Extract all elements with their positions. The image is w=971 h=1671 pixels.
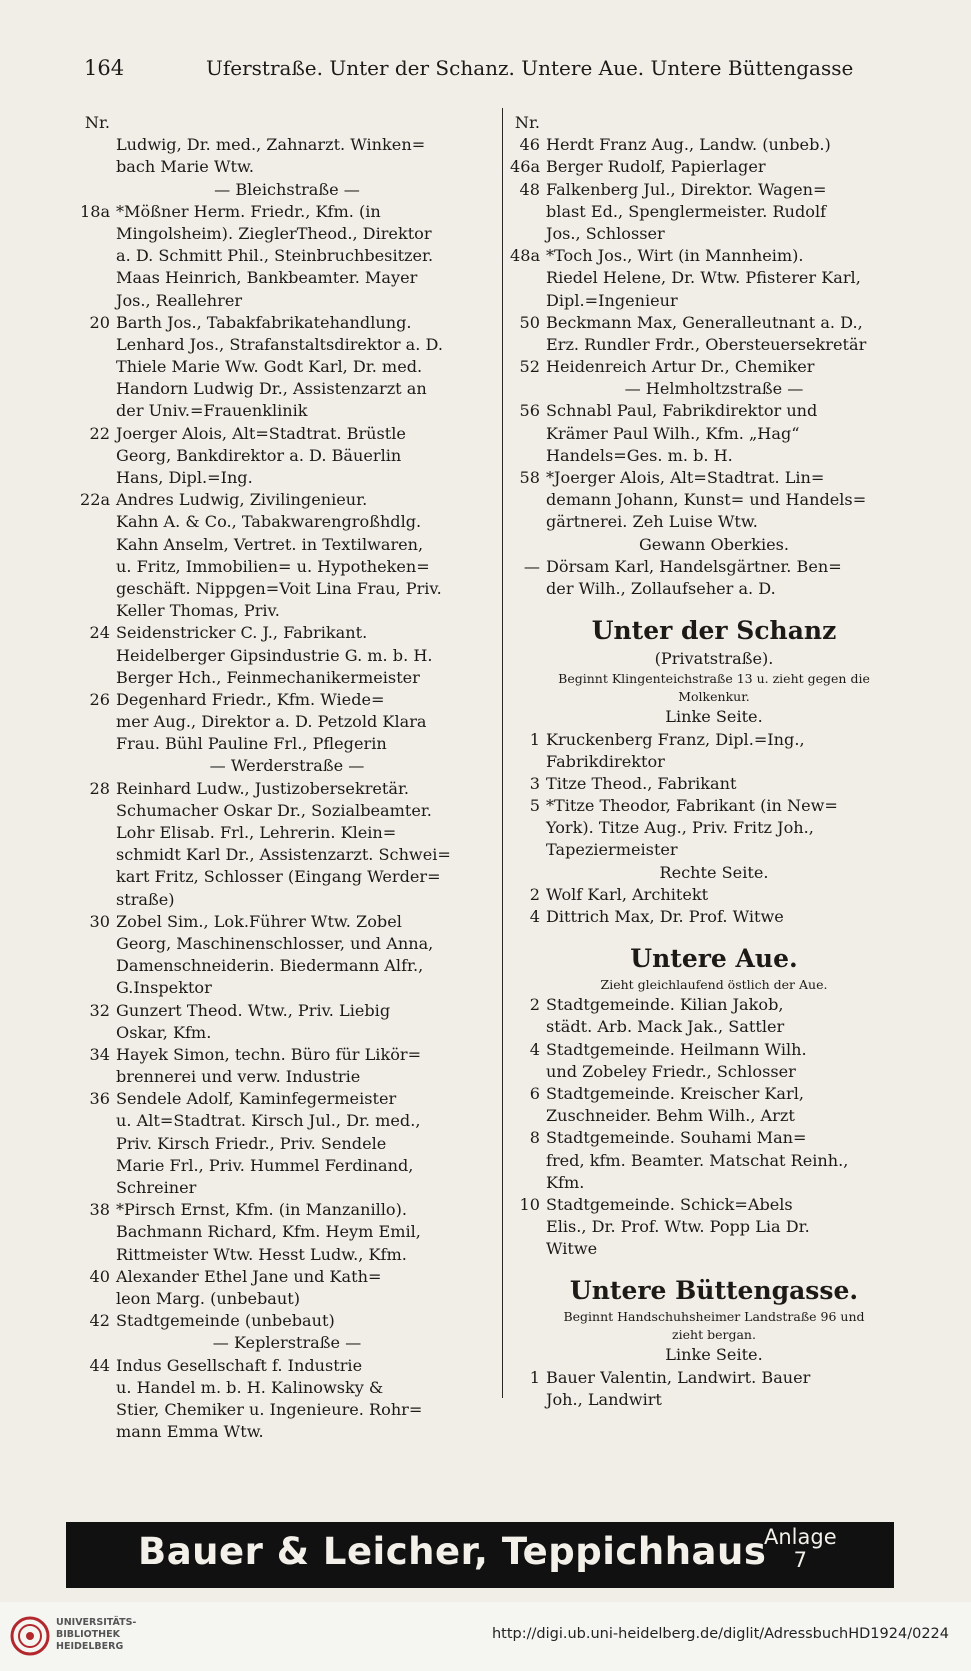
directory-entry [80,1421,494,1443]
entry-text: *Mößner Herm. Friedr., Kfm. (in [116,201,381,221]
entry-text: Kahn A. & Co., Tabakwarengroßhdlg. [116,512,422,532]
page-header [84,52,854,92]
directory-entry [80,1310,494,1332]
entry-text: Jos., Schlosser [546,223,665,243]
entry-text: blast Ed., Spenglermeister. Rudolf [546,201,827,221]
house-number: 50 [519,312,540,332]
section-heading: Untere Aue. [630,944,798,974]
entry-text: u. Fritz, Immobilien= u. Hypotheken= [116,556,430,576]
section-description: Molkenkur. [678,689,750,705]
section-description: zieht bergan. [672,1327,756,1343]
directory-entry [80,866,494,888]
section-heading: Unter der Schanz [591,616,837,646]
directory-entry [510,511,918,533]
entry-text: Tapeziermeister [546,840,678,860]
house-number: 30 [89,911,110,931]
entry-text: Krämer Paul Wilh., Kfm. „Hag“ [546,423,800,443]
advertisement-banner [66,1522,894,1588]
directory-entry [80,778,494,800]
entry-text: *Titze Theodor, Fabrikant (in New= [546,796,838,816]
directory-entry [80,1221,494,1243]
house-number: 22 [89,423,110,443]
house-number: 38 [89,1200,110,1220]
directory-entry [510,290,918,312]
house-number: 46a [510,157,541,177]
directory-entry [80,600,494,622]
entry-text: Erz. Rundler Frdr., Obersteuersekretär [546,334,867,354]
directory-entry [80,400,494,422]
house-number: 1 [529,1367,540,1387]
directory-entry [510,1061,918,1083]
directory-entry [510,445,918,467]
directory-entry [80,689,494,711]
entry-text: Fabrikdirektor [546,751,665,771]
directory-entry [80,356,494,378]
entry-text: Elis., Dr. Prof. Wtw. Popp Lia Dr. [546,1217,810,1237]
entry-text: Hayek Simon, techn. Büro für Likör= [116,1044,422,1064]
directory-entry [510,839,918,861]
directory-entry [80,1000,494,1022]
directory-entry [510,134,918,156]
directory-entry [510,467,918,489]
entry-text: Schreiner [116,1178,197,1197]
entry-text: Barth Jos., Tabakfabrikatehandlung. [116,312,412,332]
directory-entry [80,1066,494,1088]
house-number: — [523,556,540,576]
entry-text: und Zobeley Friedr., Schlosser [546,1061,796,1081]
entry-text: *Toch Jos., Wirt (in Mannheim). [546,246,804,266]
entry-text: Lohr Elisab. Frl., Lehrerin. Klein= [116,823,397,842]
house-number: 1 [529,729,540,749]
directory-entry [80,800,494,822]
entry-text: Beckmann Max, Generalleutnant a. D., [546,312,863,332]
house-number: 36 [89,1089,110,1109]
entry-text: Zuschneider. Behm Wilh., Arzt [546,1106,795,1126]
entry-text: Gunzert Theod. Wtw., Priv. Liebig [116,1000,391,1020]
directory-entry [80,378,494,400]
directory-entry [80,511,494,533]
directory-entry [510,578,918,600]
entry-text: Schumacher Oskar Dr., Sozialbeamter. [116,800,432,820]
column-divider [502,108,503,1398]
entry-text: Titze Theod., Fabrikant [546,773,737,793]
directory-entry [510,729,918,751]
directory-entry [80,1022,494,1044]
directory-entry [510,751,918,773]
directory-entry [80,667,494,689]
cross-street-marker: Gewann Oberkies. [638,534,790,554]
entry-text: Riedel Helene, Dr. Wtw. Pfisterer Karl, [546,268,861,288]
footer [0,1602,971,1671]
entry-text: Kahn Anselm, Vertret. in Textilwaren, [116,534,424,554]
directory-entry [510,1105,918,1127]
entry-text: Falkenberg Jul., Direktor. Wagen= [546,179,827,199]
entry-text: Marie Frl., Priv. Hummel Ferdinand, [116,1155,414,1175]
directory-entry [510,1194,918,1216]
entry-text: Stadtgemeinde. Schick=Abels [546,1194,793,1214]
entry-text: Kfm. [546,1172,585,1192]
entry-text: a. D. Schmitt Phil., Steinbruchbesitzer. [116,246,434,266]
house-number: 24 [89,623,110,643]
entry-text: Handels=Ges. m. b. H. [546,445,733,465]
entry-text: Schnabl Paul, Fabrikdirektor und [546,401,818,421]
directory-entry [80,1044,494,1066]
directory-entry [510,1389,918,1411]
entry-text: Berger Rudolf, Papierlager [546,157,766,177]
directory-entry [510,179,918,201]
entry-text: der Univ.=Frauenklinik [116,401,308,421]
entry-text: Berger Hch., Feinmechanikermeister [116,667,420,687]
directory-entry [510,994,918,1016]
directory-entry [80,489,494,511]
directory-entry [510,489,918,511]
house-number: 48 [519,179,540,199]
banner-text: Bauer & Leicher, Teppichhaus [138,1530,767,1573]
directory-entry [510,773,918,795]
entry-text: kart Fritz, Schlosser (Eingang Werder= [116,867,441,887]
entry-text: fred, kfm. Beamter. Matschat Reinh., [546,1150,849,1170]
entry-text: Wolf Karl, Architekt [546,884,709,904]
entry-text: Degenhard Friedr., Kfm. Wiede= [116,689,385,709]
house-number: Nr. [84,113,110,132]
entry-text: der Wilh., Zollaufseher a. D. [546,578,776,598]
cross-street-marker: — Werderstraße — [209,756,365,776]
directory-entry [510,201,918,223]
entry-text: Kruckenberg Franz, Dipl.=Ing., [546,729,805,749]
entry-text: Stadtgemeinde (unbebaut) [116,1311,335,1331]
entry-text: Andres Ludwig, Zivilingenieur. [116,490,368,510]
directory-entry [80,223,494,245]
directory-entry [80,245,494,267]
entry-text: G.Inspektor [116,978,212,998]
directory-entry [510,795,918,817]
house-number: 2 [529,884,540,904]
entry-text: Georg, Maschinenschlosser, und Anna, [116,933,434,953]
directory-entry [510,884,918,906]
right-column [510,112,918,1411]
entry-text: gärtnerei. Zeh Luise Wtw. [546,512,758,532]
left-column [80,112,494,1443]
entry-text: Witwe [546,1239,598,1259]
entry-text: Stadtgemeinde. Kreischer Karl, [546,1083,804,1103]
entry-text: u. Alt=Stadtrat. Kirsch Jul., Dr. med., [116,1111,421,1131]
library-seal-icon [10,1616,50,1656]
entry-text: Alexander Ethel Jane und Kath= [116,1266,382,1286]
library-name: UNIVERSITÄTS- BIBLIOTHEK HEIDELBERG [56,1617,137,1652]
entry-text: brennerei und verw. Industrie [116,1067,361,1087]
entry-text: mer Aug., Direktor a. D. Petzold Klara [116,712,427,732]
entry-text: geschäft. Nippgen=Voit Lina Frau, Priv. [116,578,442,598]
entry-text: Stadtgemeinde. Kilian Jakob, [546,995,784,1015]
directory-entry [510,1216,918,1238]
house-number: 8 [529,1128,540,1148]
section-description: Beginnt Klingenteichstraße 13 u. zieht gegen die [558,671,870,687]
annex-label: Anlage [764,1525,837,1549]
directory-entry [80,1355,494,1377]
entry-text: bach Marie Wtw. [116,157,254,177]
directory-entry [510,223,918,245]
directory-entry [80,1133,494,1155]
directory-entry [510,423,918,445]
house-number: 4 [529,1039,540,1059]
directory-entry [80,1177,494,1199]
directory-entry [80,534,494,556]
house-number: 52 [519,357,540,377]
directory-entry [80,267,494,289]
entry-text: u. Handel m. b. H. Kalinowsky & [116,1377,384,1397]
directory-entry [80,844,494,866]
source-url-link[interactable]: http://digi.ub.uni-heidelberg.de/diglit/AdressbuchHD1924/0224 [491,1626,949,1642]
directory-entry [80,312,494,334]
directory-entry [80,911,494,933]
entry-text: Handorn Ludwig Dr., Assistenzarzt an [116,379,427,399]
section-description: Zieht gleichlaufend östlich der Aue. [600,977,828,993]
section-heading: Untere Büttengasse. [569,1276,859,1306]
directory-entry [80,578,494,600]
entry-text: mann Emma Wtw. [116,1422,264,1442]
entry-text: schmidt Karl Dr., Assistenzarzt. Schwei= [116,845,451,865]
directory-entry [80,445,494,467]
entry-text: städt. Arb. Mack Jak., Sattler [546,1017,785,1037]
cross-street-marker: Rechte Seite. [659,862,769,882]
directory-entry [80,889,494,911]
directory-entry [510,312,918,334]
house-number: Nr. [514,113,540,132]
directory-entry [80,1088,494,1110]
section-description: Beginnt Handschuhsheimer Landstraße 96 und [563,1309,865,1325]
entry-text: Bachmann Richard, Kfm. Heym Emil, [116,1222,421,1242]
house-number: 44 [89,1355,110,1375]
entry-text: Heidelberger Gipsindustrie G. m. b. H. [116,645,433,665]
entry-text: Stier, Chemiker u. Ingenieure. Rohr= [116,1399,423,1419]
entry-text: Dörsam Karl, Handelsgärtner. Ben= [546,556,842,576]
entry-text: Indus Gesellschaft f. Industrie [116,1355,363,1375]
entry-text: Frau. Bühl Pauline Frl., Pflegerin [116,734,387,754]
entry-text: Ludwig, Dr. med., Zahnarzt. Winken= [116,135,426,155]
entry-text: Dipl.=Ingenieur [546,290,678,310]
house-number: 26 [89,689,110,709]
cross-street-marker: (Privatstraße). [654,649,774,669]
entry-text: Stadtgemeinde. Souhami Man= [546,1128,807,1148]
directory-entry [510,245,918,267]
entry-text: Lenhard Jos., Strafanstaltsdirektor a. D. [116,334,443,354]
directory-entry [80,1155,494,1177]
entry-text: Keller Thomas, Priv. [116,601,280,621]
house-number: 3 [529,773,540,793]
entry-text: Oskar, Kfm. [116,1022,212,1042]
directory-entry [510,1083,918,1105]
house-number: 58 [519,468,540,487]
directory-entry [510,817,918,839]
directory-entry [510,156,918,178]
entry-text: Dittrich Max, Dr. Prof. Witwe [546,907,784,926]
directory-entry [80,1244,494,1266]
entry-text: *Joerger Alois, Alt=Stadtrat. Lin= [546,468,825,487]
entry-text: Stadtgemeinde. Heilmann Wilh. [546,1039,807,1059]
annex-number: 7 [793,1548,807,1572]
house-number: 4 [529,907,540,926]
directory-entry [510,1238,918,1260]
entry-text: Jos., Reallehrer [116,290,243,310]
running-title: Uferstraße. Unter der Schanz. Untere Aue. Untere Büttengasse [206,56,854,80]
directory-entry [510,356,918,378]
directory-entry [510,1039,918,1061]
entry-text: Maas Heinrich, Bankbeamter. Mayer [116,268,418,288]
spacer [510,1260,918,1274]
entry-text: York). Titze Aug., Priv. Fritz Joh., [546,818,814,838]
entry-text: Joh., Landwirt [546,1389,662,1409]
house-number: 6 [529,1083,540,1103]
house-number: 46 [519,135,540,155]
directory-entry [80,733,494,755]
directory-entry [510,112,918,134]
directory-entry [80,334,494,356]
banner-annex [764,1526,837,1572]
directory-entry [80,1199,494,1221]
house-number: 22a [80,490,111,510]
directory-entry [80,556,494,578]
entry-text: Hans, Dipl.=Ing. [116,468,253,487]
entry-text: Rittmeister Wtw. Hesst Ludw., Kfm. [116,1244,407,1264]
directory-entry [80,156,494,178]
house-number: 40 [89,1266,110,1286]
directory-entry [80,711,494,733]
entry-text: Priv. Kirsch Friedr., Priv. Sendele [116,1133,387,1153]
entry-text: Bauer Valentin, Landwirt. Bauer [546,1367,811,1387]
directory-entry [80,977,494,999]
directory-entry [80,622,494,644]
entry-text: Heidenreich Artur Dr., Chemiker [546,357,815,377]
page-number: 164 [84,56,125,80]
directory-entry [80,1266,494,1288]
spacer [510,928,918,942]
directory-entry [80,1288,494,1310]
entry-text: Sendele Adolf, Kaminfegermeister [116,1089,397,1109]
directory-entry [80,112,494,134]
directory-entry [80,467,494,489]
directory-entry [510,906,918,928]
house-number: 48a [510,246,541,266]
directory-entry [510,1016,918,1038]
house-number: 42 [89,1311,110,1331]
entry-text: Mingolsheim). ZieglerTheod., Direktor [116,223,432,243]
directory-entry [80,822,494,844]
entry-text: Herdt Franz Aug., Landw. (unbeb.) [546,135,831,155]
directory-entry [510,556,918,578]
directory-entry [80,645,494,667]
spacer [510,600,918,614]
house-number: 32 [89,1000,110,1020]
entry-text: straße) [116,889,175,909]
directory-entry [80,933,494,955]
cross-street-marker: Linke Seite. [665,1345,763,1365]
directory-entry [80,201,494,223]
house-number: 28 [89,778,110,798]
entry-text: Joerger Alois, Alt=Stadtrat. Brüstle [116,423,406,443]
directory-entry [510,1127,918,1149]
entry-text: leon Marg. (unbebaut) [116,1288,300,1308]
cross-street-marker: — Helmholtzstraße — [624,379,804,399]
entry-text: Reinhard Ludw., Justizobersekretär. [116,778,410,798]
directory-entry [510,334,918,356]
directory-entry [510,1150,918,1172]
directory-entry [80,423,494,445]
directory-entry [80,1399,494,1421]
entry-text: Georg, Bankdirektor a. D. Bäuerlin [116,445,402,465]
house-number: 5 [529,796,540,816]
entry-text: Seidenstricker C. J., Fabrikant. [116,623,368,643]
directory-entry [80,955,494,977]
house-number: 2 [529,995,540,1015]
directory-entry [510,267,918,289]
house-number: 56 [519,401,540,421]
directory-entry [510,1367,918,1389]
entry-text: Thiele Marie Ww. Godt Karl, Dr. med. [116,357,423,377]
entry-text: Damenschneiderin. Biedermann Alfr., [116,956,424,976]
entry-text: Zobel Sim., Lok.Führer Wtw. Zobel [116,911,402,931]
directory-entry [510,1172,918,1194]
house-number: 20 [89,312,110,332]
cross-street-marker: — Bleichstraße — [214,179,360,199]
house-number: 34 [89,1044,110,1064]
directory-entry [80,290,494,312]
entry-text: demann Johann, Kunst= und Handels= [546,490,867,510]
house-number: 18a [80,201,111,221]
directory-entry [80,1110,494,1132]
house-number: 10 [519,1194,540,1214]
cross-street-marker: — Keplerstraße — [212,1333,362,1353]
directory-entry [510,400,918,422]
cross-street-marker: Linke Seite. [665,707,763,727]
entry-text: *Pirsch Ernst, Kfm. (in Manzanillo). [116,1200,408,1220]
directory-entry [80,134,494,156]
directory-entry [80,1377,494,1399]
